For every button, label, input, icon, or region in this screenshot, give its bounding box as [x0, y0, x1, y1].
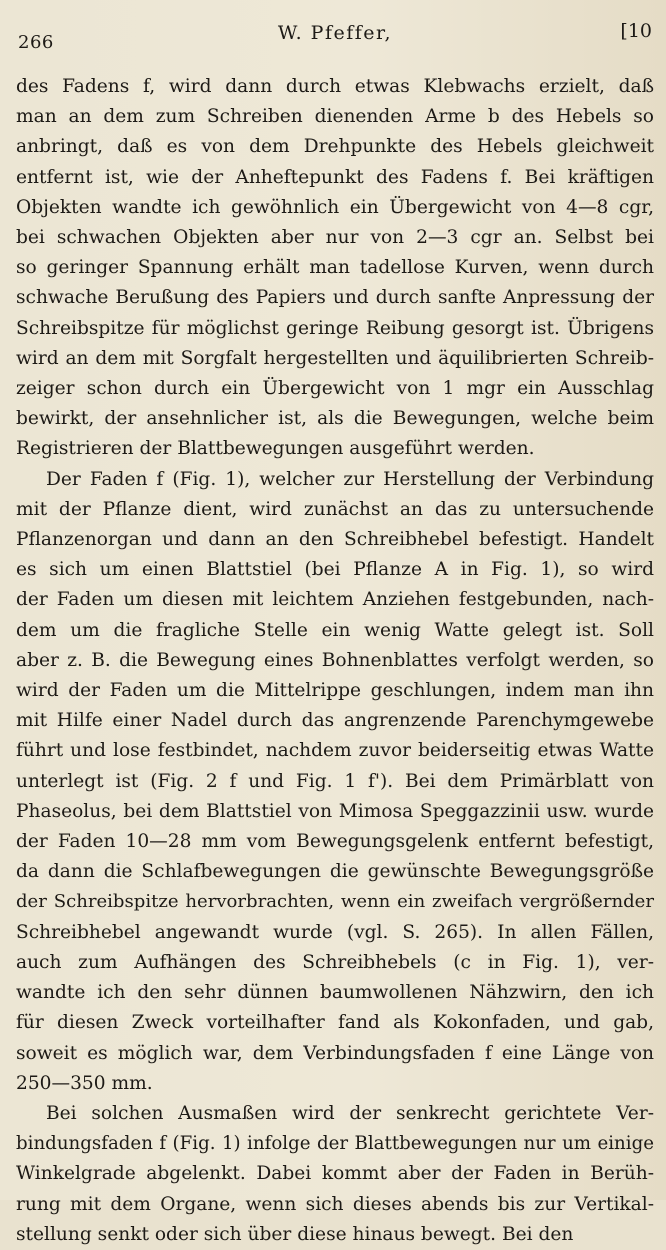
- text-line: Der Faden f (Fig. 1), welcher zur Herstellung der Verbindung: [46, 468, 654, 490]
- text-line: Objekten wandte ich gewöhnlich ein Übergewicht von 4—8 cgr,: [16, 196, 654, 218]
- text-line: mit der Pflanze dient, wird zunächst an das zu untersuchende: [16, 498, 654, 520]
- text-line: aber z. B. die Bewegung eines Bohnenblattes verfolgt werden, so: [16, 649, 654, 671]
- text-line: wird an dem mit Sorgfalt hergestellten und äquilibrierten Schreib-: [16, 347, 654, 369]
- text-line: auch zum Aufhängen des Schreibhebels (c in Fig. 1), ver-: [16, 951, 654, 973]
- text-line: man an dem zum Schreiben dienenden Arme b des Hebels so: [16, 106, 654, 128]
- text-line: Pflanzenorgan und dann an den Schreibhebel befestigt. Handelt: [16, 529, 654, 551]
- page-number: 266: [18, 32, 54, 53]
- text-line: bei schwachen Objekten aber nur von 2—3 cgr an. Selbst bei: [16, 227, 654, 249]
- text-line: stellung senkt oder sich über diese hinaus bewegt. Bei den: [16, 1223, 574, 1245]
- text-line: entfernt ist, wie der Anheftepunkt des Fadens f. Bei kräftigen: [16, 166, 654, 188]
- text-line: wird der Faden um die Mittelrippe geschlungen, indem man ihn: [16, 680, 654, 702]
- text-line: dem um die fragliche Stelle ein wenig Watte gelegt ist. Soll: [16, 619, 654, 641]
- text-line: Registrieren der Blattbewegungen ausgeführt werden.: [16, 438, 535, 460]
- text-line: rung mit dem Organe, wenn sich dieses abends bis zur Vertikal-: [16, 1193, 654, 1215]
- text-line: bewirkt, der ansehnlicher ist, als die Bewegungen, welche beim: [16, 408, 654, 430]
- text-line: unterlegt ist (Fig. 2 f und Fig. 1 f'). Bei dem Primärblatt von: [16, 770, 654, 792]
- section-mark: [10: [620, 20, 652, 42]
- text-line: des Fadens f, wird dann durch etwas Klebwachs erzielt, daß: [16, 76, 654, 97]
- text-line: Phaseolus, bei dem Blattstiel von Mimosa Speggazzinii usw. wurde: [16, 800, 654, 822]
- text-line: mit Hilfe einer Nadel durch das angrenzende Parenchymgewebe: [16, 710, 654, 732]
- text-line: anbringt, daß es von dem Drehpunkte des Hebels gleichweit: [16, 136, 654, 158]
- text-line: bindungsfaden f (Fig. 1) infolge der Blattbewegungen nur um einige: [16, 1133, 654, 1155]
- text-line: der Schreibspitze hervorbrachten, wenn ein zweifach vergrößernder: [16, 891, 654, 913]
- page-header: [16, 20, 654, 72]
- text-line: Schreibhebel angewandt wurde (vgl. S. 265). In allen Fällen,: [16, 921, 654, 943]
- text-line: so geringer Spannung erhält man tadellose Kurven, wenn durch: [16, 257, 654, 279]
- text-line: wandte ich den sehr dünnen baumwollenen Nähzwirn, den ich: [16, 982, 654, 1004]
- text-line: es sich um einen Blattstiel (bei Pflanze A in Fig. 1), so wird: [16, 559, 654, 581]
- text-line: führt und lose festbindet, nachdem zuvor beiderseitig etwas Watte: [16, 740, 654, 762]
- text-line: Schreibspitze für möglichst geringe Reibung gesorgt ist. Übrigens: [16, 317, 654, 339]
- paragraph: [16, 465, 654, 1099]
- text-line: der Faden 10—28 mm vom Bewegungsgelenk entfernt befestigt,: [16, 831, 654, 853]
- body-text: [16, 72, 654, 1250]
- running-head: W. Pfeffer,: [277, 22, 393, 44]
- paragraph: [16, 1099, 654, 1250]
- text-line: schwache Berußung des Papiers und durch sanfte Anpressung der: [16, 287, 654, 309]
- text-line: 250—350 mm.: [16, 1072, 153, 1094]
- text-line: Bei solchen Ausmaßen wird der senkrecht gerichtete Ver-: [46, 1102, 654, 1124]
- text-line: für diesen Zweck vorteilhafter fand als Kokonfaden, und gab,: [16, 1012, 654, 1034]
- text-line: zeiger schon durch ein Übergewicht von 1 mgr ein Ausschlag: [16, 378, 654, 400]
- text-line: der Faden um diesen mit leichtem Anziehen festgebunden, nach-: [16, 589, 654, 611]
- text-line: soweit es möglich war, dem Verbindungsfaden f eine Länge von: [16, 1042, 654, 1064]
- text-line: Winkelgrade abgelenkt. Dabei kommt aber der Faden in Berüh-: [16, 1163, 654, 1185]
- paragraph: [16, 72, 654, 465]
- text-line: da dann die Schlafbewegungen die gewünschte Bewegungsgröße: [16, 861, 654, 883]
